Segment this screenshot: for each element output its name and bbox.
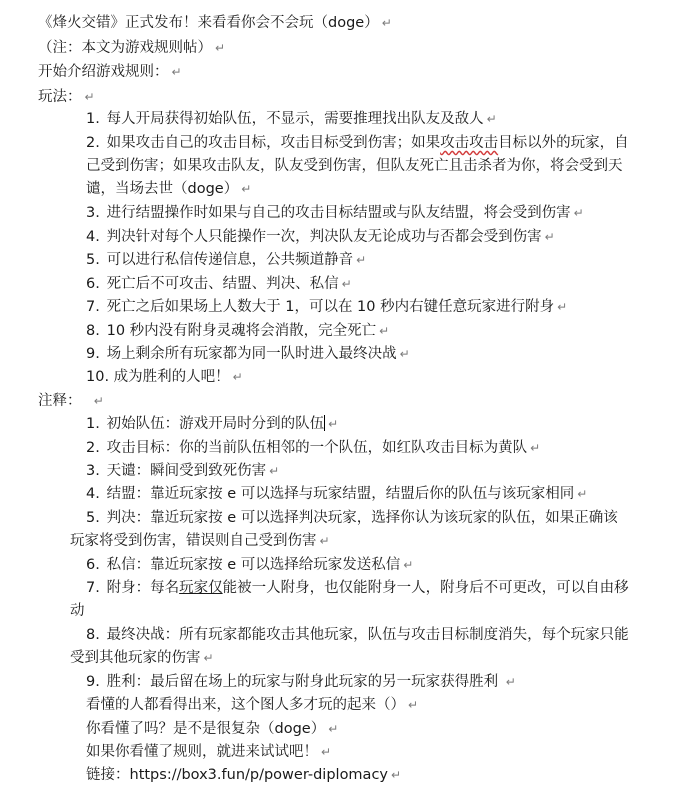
paragraph-mark-icon: ↵ (399, 347, 410, 361)
rules-heading: 玩法： (38, 89, 82, 105)
paragraph-mark-icon: ↵ (573, 206, 584, 220)
rule-item: 6. 死亡后不可攻击、结盟、判决、私信 ↵ (86, 276, 352, 292)
paragraph-mark-icon: ↵ (403, 558, 414, 572)
rule-item: 7. 死亡之后如果场上人数大于 1，可以在 10 秒内右键任意玩家进行附身 ↵ (86, 299, 568, 315)
paragraph-mark-icon: ↵ (391, 768, 402, 782)
paragraph-mark-icon: ↵ (577, 487, 588, 501)
note-item: 4. 结盟：靠近玩家按 e 可以选择与玩家结盟，结盟后你的队伍与该玩家相同 ↵ (86, 486, 588, 502)
rule-item: 8. 10 秒内没有附身灵魂将会消散，完全死亡 ↵ (86, 323, 390, 339)
rule-item: 3. 进行结盟操作时如果与自己的攻击目标结盟或与队友结盟，将会受到伤害 ↵ (86, 205, 584, 221)
paragraph-mark-icon: ↵ (269, 464, 280, 478)
paragraph-mark-icon: ↵ (84, 90, 95, 104)
note-item: 1. 初始队伍：游戏开局时分到的队伍 ↵ (86, 416, 339, 432)
paragraph-mark-icon: ↵ (203, 651, 214, 665)
text-cursor (324, 415, 325, 431)
spellcheck-underline: 攻击攻击 (440, 135, 499, 151)
paragraph-mark-icon: ↵ (215, 41, 226, 55)
rule-item: 1. 每人开局获得初始队伍，不显示，需要推理找出队友及敌人 ↵ (86, 111, 497, 127)
closing-line: 看懂的人都看得出来，这个图人多才玩的起来（） ↵ (86, 697, 419, 713)
paragraph-mark-icon: ↵ (505, 675, 516, 689)
doc-intro: 开始介绍游戏规则： (38, 64, 169, 80)
rule-item: 5. 可以进行私信传递信息，公共频道静音 ↵ (86, 252, 367, 268)
closing-line: 如果你看懂了规则，就进来试试吧！ ↵ (86, 744, 332, 760)
doc-title: 《烽火交错》正式发布！来看看你会不会玩（doge） (38, 15, 379, 31)
paragraph-mark-icon: ↵ (241, 182, 252, 196)
doc-note-line (38, 37, 225, 60)
paragraph-mark-icon: ↵ (341, 277, 352, 291)
note-item: 6. 私信：靠近玩家按 e 可以选择给玩家发送私信 ↵ (86, 557, 414, 573)
paragraph-mark-icon: ↵ (356, 253, 367, 267)
notes-heading: 注释： (38, 393, 82, 409)
link-text: 链接：https://box3.fun/p/power-diplomacy (86, 767, 389, 783)
rules-heading-line (38, 86, 95, 109)
paragraph-mark-icon: ↵ (379, 324, 390, 338)
closing-line: 你看懂了吗？是不是很复杂（doge） ↵ (86, 721, 339, 737)
doc-intro-line (38, 61, 182, 84)
notes-heading-line (38, 390, 104, 413)
note-item-cont: 受到其他玩家的伤害 ↵ (70, 650, 214, 666)
note-item: 7. 附身：每名玩家仅能被一人附身，也仅能附身一人，附身后不可更改，可以自由移 (86, 580, 629, 596)
rule-item: 9. 场上剩余所有玩家都为同一队时进入最终决战 ↵ (86, 346, 410, 362)
paragraph-mark-icon: ↵ (381, 16, 392, 30)
spellcheck-underline: 玩家仅 (179, 580, 223, 596)
link-line (86, 764, 401, 787)
rule-item-cont: 谴，当场去世（doge） ↵ (86, 181, 252, 197)
note-item-cont: 玩家将受到伤害，错误则自己受到伤害 ↵ (70, 533, 330, 549)
paragraph-mark-icon: ↵ (408, 698, 419, 712)
paragraph-mark-icon: ↵ (557, 300, 568, 314)
paragraph-mark-icon: ↵ (321, 745, 332, 759)
note-item: 3. 天谴：瞬间受到致死伤害 ↵ (86, 463, 280, 479)
rule-item: 10. 成为胜利的人吧！ ↵ (86, 369, 243, 385)
note-item: 9. 胜利：最后留在场上的玩家与附身此玩家的另一玩家获得胜利 ↵ (86, 674, 516, 690)
paragraph-mark-icon: ↵ (93, 394, 104, 408)
paragraph-mark-icon: ↵ (544, 230, 555, 244)
paragraph-mark-icon: ↵ (328, 417, 339, 431)
rule-item: 4. 判决针对每个人只能操作一次，判决队友无论成功与否都会受到伤害 ↵ (86, 229, 555, 245)
note-item-cont: 动 (70, 603, 85, 619)
paragraph-mark-icon: ↵ (171, 65, 182, 79)
rule-item: 2. 如果攻击自己的攻击目标，攻击目标受到伤害；如果攻击攻击目标以外的玩家，自 (86, 135, 629, 151)
note-item: 8. 最终决战：所有玩家都能攻击其他玩家，队伍与攻击目标制度消失，每个玩家只能 (86, 627, 629, 643)
note-item: 2. 攻击目标：你的当前队伍相邻的一个队伍，如红队攻击目标为黄队 ↵ (86, 440, 541, 456)
note-item: 5. 判决：靠近玩家按 e 可以选择判决玩家，选择你认为该玩家的队伍，如果正确该 (86, 510, 618, 526)
doc-title-line (38, 12, 392, 35)
paragraph-mark-icon: ↵ (319, 534, 330, 548)
paragraph-mark-icon: ↵ (530, 441, 541, 455)
paragraph-mark-icon: ↵ (232, 370, 243, 384)
paragraph-mark-icon: ↵ (328, 722, 339, 736)
paragraph-mark-icon: ↵ (486, 112, 497, 126)
rule-item-cont: 己受到伤害；如果攻击队友，队友受到伤害，但队友死亡且击杀者为你，将会受到天 (86, 158, 623, 174)
doc-note: （注：本文为游戏规则帖） (38, 40, 212, 56)
